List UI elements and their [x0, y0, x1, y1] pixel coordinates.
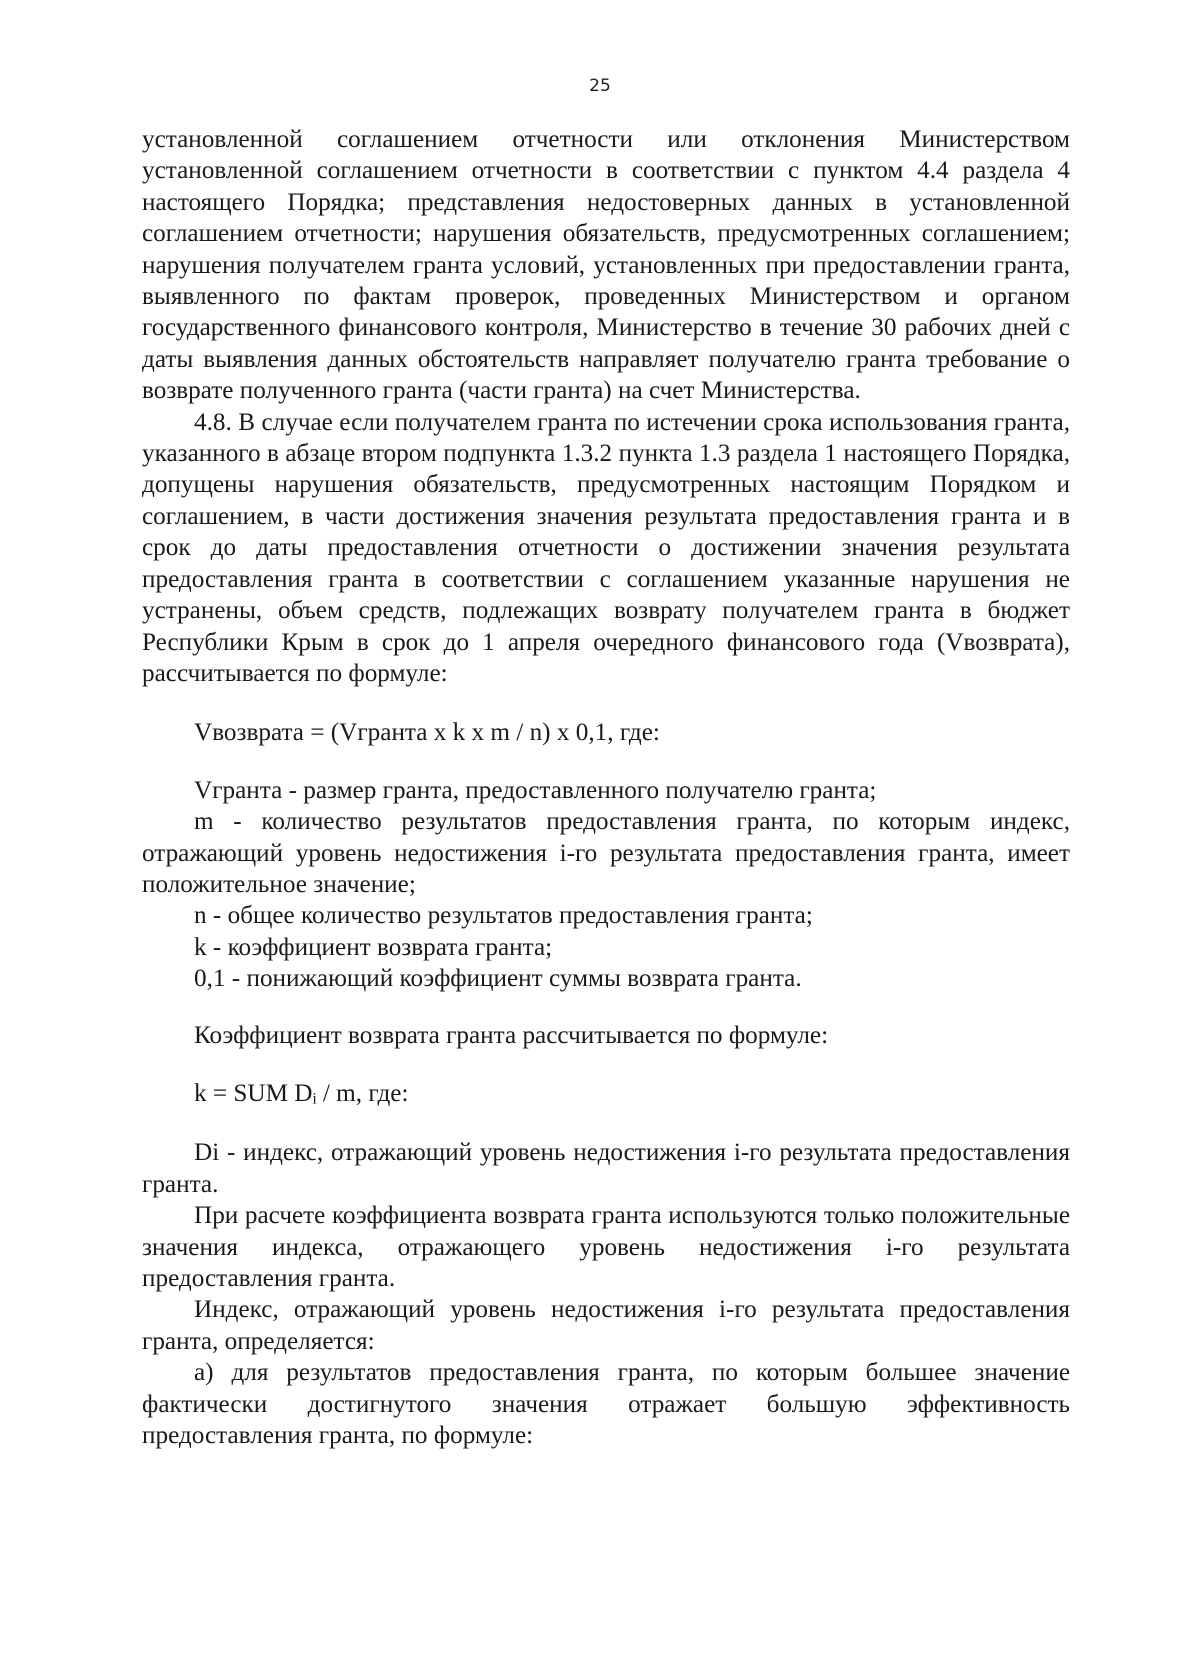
- coefficient-heading: Коэффициент возврата гранта рассчитывается по формуле:: [194, 1021, 829, 1049]
- definition-k: k - коэффициент возврата гранта;: [194, 933, 553, 961]
- paragraph-case-a: а) для результатов предоставления гранта, по которым большее значение фактически достигнутого значения отражает большую эффективность предоставления гранта, по формуле:: [142, 1359, 1070, 1450]
- paragraph-positive-values: При расчете коэффициента возврата гранта используются только положительные значения индекса, отражающего уровень недостижения i-го результата предоставления гранта.: [142, 1202, 1070, 1292]
- definition-n: n - общее количество результатов предоставления гранта;: [194, 902, 813, 930]
- formula-v-return: Vвозврата = (Vгранта x k x m / n) x 0,1, где:: [194, 719, 660, 747]
- definition-reduction-coefficient: 0,1 - понижающий коэффициент суммы возврата гранта.: [194, 965, 802, 993]
- paragraph-4-8: 4.8. В случае если получателем гранта по истечении срока использования гранта, указанного в абзаце втором подпункта 1.3.2 пункта 1.3 раздела 1 настоящего Порядка, допущены нарушения обязательств, предусмотренных настоящим Порядком и соглашением, в части достижения значения результата предоставления гранта и в срок до даты предоставления отчетности о достижении значения результата предоставления гранта в соответствии с соглашением указанные нарушения не устранены, объем средств, подлежащих возврату получателем гранта в бюджет Республики Крым в срок до 1 апреля очередного финансового года (Vвозврата), рассчитывается по формуле:: [142, 408, 1070, 687]
- definition-v-grant: Vгранта - размер гранта, предоставленного получателю гранта;: [194, 776, 877, 804]
- page-number: 25: [589, 76, 611, 96]
- paragraph-index-determined: Индекс, отражающий уровень недостижения i-го результата предоставления гранта, определяется:: [142, 1296, 1070, 1355]
- formula-k: k = SUM Dᵢ / m, где:: [194, 1079, 409, 1107]
- definition-m: m - количество результатов предоставления гранта, по которым индекс, отражающий уровень недостижения i-го результата предоставления гранта, имеет положительное значение;: [142, 808, 1070, 898]
- definition-di: Di - индекс, отражающий уровень недостижения i-го результата предоставления гранта.: [142, 1139, 1070, 1198]
- paragraph-violations-return: установленной соглашением отчетности или отклонения Министерством установленной соглашением отчетности в соответствии с пунктом 4.4 раздела 4 настоящего Порядка; представления недостоверных данных в установленной соглашением отчетности; нарушения обязательств, предусмотренных соглашением; нарушения получателем гранта условий, установленных при предоставлении гранта, выявленного по фактам проверок, проведенных Министерством и органом государственного финансового контроля, Министерство в течение 30 рабочих дней с даты выявления данных обстоятельств направляет получателю гранта требование о возврате полученного гранта (части гранта) на счет Министерства.: [142, 126, 1070, 405]
- document-body: [142, 124, 1070, 1451]
